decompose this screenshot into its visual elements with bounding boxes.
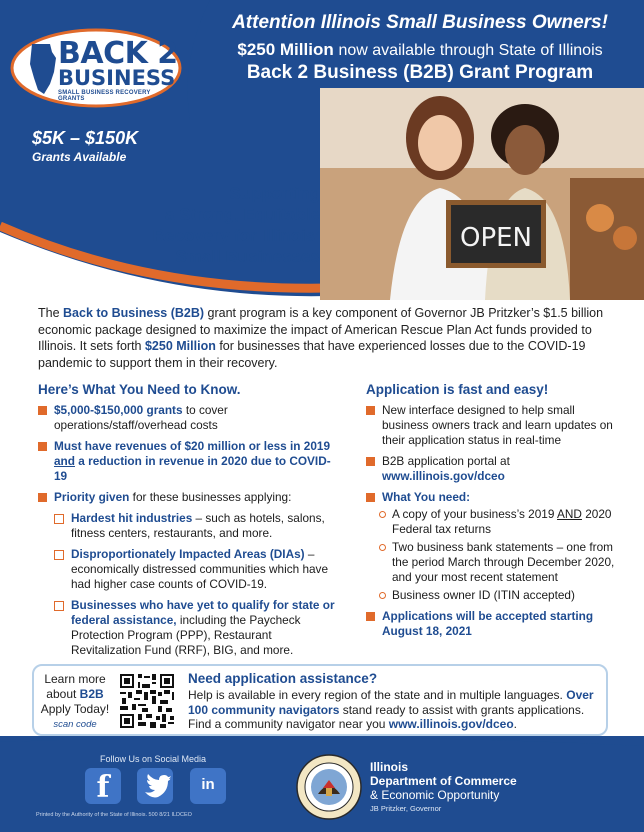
item-bold: $5,000-$150,000 grants [54, 403, 183, 417]
item-text: Must have revenues of $20 million or less in 2019 [54, 439, 331, 453]
item-text: – such as hotels, salons, fitness centers, restaurants, and more. [71, 511, 325, 540]
grant-range-sub: Grants Available [32, 150, 127, 164]
item-text: Two business bank statements – one from the period March through December 2020, and your most recent statement [392, 540, 615, 584]
assistance-text [188, 688, 606, 732]
learn-line: Apply Today! [40, 702, 110, 716]
list-subitem [54, 511, 338, 541]
logo-text-back2: BACK 2 [58, 36, 178, 71]
attention-heading: Attention Illinois Small Business Owners! [232, 12, 608, 33]
requirements-heading: Here’s What You Need to Know. [38, 382, 241, 397]
list-subitem [54, 547, 338, 592]
checkbox-bullet-icon [54, 601, 64, 611]
item-text: Business owner ID (ITIN accepted) [392, 588, 575, 602]
tagline-line: Small Businesses [175, 247, 320, 266]
list-subitem [379, 588, 624, 603]
scan-code-label: scan code [53, 719, 97, 730]
item-text: 2020 Federal tax returns [392, 507, 612, 536]
list-subitem [54, 598, 338, 658]
start-date-text: Applications will be accepted starting August 18, 2021 [382, 609, 594, 638]
bullet-icon [366, 457, 375, 466]
circle-bullet-icon [379, 592, 386, 599]
agency-state: Illinois [370, 760, 409, 774]
list-subitem [379, 507, 624, 537]
tagline-line: a Strong, Equitable [165, 205, 320, 224]
follow-us-label: Follow Us on Social Media [100, 754, 207, 764]
assist-navigators: Over 100 community navigators [188, 688, 594, 717]
item-text: to cover operations/staff/overhead costs [54, 403, 228, 432]
funding-amount: $250 Million [237, 40, 334, 59]
open-sign-text: OPEN [459, 223, 533, 253]
assistance-box [32, 664, 608, 736]
portal-link[interactable]: www.illinois.gov/dceo [382, 469, 505, 483]
twitter-bird-icon [137, 768, 173, 804]
list-item [38, 403, 338, 433]
item-bold: Disproportionately Impacted Areas (DIAs) [71, 547, 305, 561]
list-item [366, 454, 624, 484]
bullet-icon [366, 406, 375, 415]
item-text: A copy of your business’s 2019 [392, 507, 558, 521]
bullet-icon [38, 493, 47, 502]
intro-text: for businesses that have experienced losses due to the COVID-19 pandemic to support them in their recovery. [38, 339, 586, 370]
circle-bullet-icon [379, 511, 386, 518]
intro-program-name: Back to Business (B2B) [63, 306, 205, 320]
bullet-icon [38, 406, 47, 415]
intro-text: grant program is a key component of Governor JB Pritzker’s $1.5 billion economic package designed to maximize the impact of American Rescue Plan Act funds provided to Illinois. It sets forth [38, 306, 604, 353]
intro-paragraph [38, 305, 612, 371]
item-text: B2B application portal at [382, 454, 510, 468]
circle-bullet-icon [379, 544, 386, 551]
list-item [366, 609, 624, 639]
printed-notice: Printed by the Authority of the State of Illinois. 500 8/21 ILDCEO [36, 812, 192, 818]
list-item [366, 403, 624, 448]
twitter-icon[interactable] [137, 768, 173, 804]
list-item [38, 439, 338, 484]
item-text: for these businesses applying: [129, 490, 292, 504]
logo-subtitle: SMALL BUSINESS RECOVERY GRANTS [58, 90, 151, 102]
logo-text-business: BUSINESS [58, 66, 176, 90]
intro-amount: $250 Million [144, 339, 216, 353]
photo-illustration [320, 88, 644, 300]
item-underline: and [54, 454, 75, 468]
learn-line: Learn more [44, 672, 106, 686]
item-text: a reduction in revenue in 2020 due to COVID-19 [54, 454, 331, 483]
program-title: Back 2 Business (B2B) Grant Program [246, 62, 594, 83]
application-heading: Application is fast and easy! [366, 382, 549, 397]
linkedin-icon[interactable]: in [190, 768, 226, 804]
assist-text-part: . [513, 717, 518, 731]
item-text: New interface designed to help small business owners track and learn updates on their application status in real-time [382, 403, 613, 447]
grant-range: $5K – $150K [32, 128, 139, 148]
tagline [150, 183, 320, 267]
checkbox-bullet-icon [54, 514, 64, 524]
list-item [366, 490, 624, 505]
agency-name-2: & Economic Opportunity [370, 788, 500, 802]
assist-text-part: Help is available in every region of the state and in multiple languages. [188, 688, 567, 702]
checkbox-bullet-icon [54, 550, 64, 560]
learn-more-text [40, 672, 110, 732]
funding-text: now available through State of Illinois [338, 42, 603, 59]
business-owners-photo [320, 88, 644, 300]
funding-line [200, 40, 640, 60]
facebook-icon[interactable]: f [85, 768, 121, 804]
tagline-line: Supporting [229, 184, 320, 203]
item-text: – economically distressed communities which have had higher case counts of COVID-19. [71, 547, 329, 591]
item-bold: Hardest hit industries [71, 511, 193, 525]
illinois-state-seal [296, 754, 362, 820]
assistance-heading: Need application assistance? [188, 671, 378, 686]
learn-b2b: B2B [79, 687, 104, 701]
item-bold: Priority given [54, 490, 130, 504]
agency-name: Department of Commerce [370, 774, 517, 788]
dceo-link[interactable]: www.illinois.gov/dceo [388, 717, 514, 731]
list-item [38, 490, 338, 505]
application-column [366, 382, 624, 645]
item-text: including the Paycheck Protection Program (PPP), Restaurant Revitalization Fund (RRF), BIG, and more. [71, 613, 301, 657]
governor-name: JB Pritzker, Governor [370, 804, 442, 813]
requirements-column [38, 382, 338, 664]
qr-code-icon[interactable] [118, 672, 176, 730]
learn-line: about [46, 687, 80, 701]
list-subitem [379, 540, 624, 585]
item-bold: What You need: [382, 490, 471, 504]
item-bold: Businesses who have yet to qualify for state or federal assistance, [71, 598, 335, 627]
bullet-icon [38, 442, 47, 451]
item-underline: AND [557, 507, 582, 521]
tagline-line: Recovery for Illinois’ [152, 226, 320, 245]
bullet-icon [366, 493, 375, 502]
assist-text-part: stand ready to assist with grants applications. Find a community navigator near you [188, 702, 585, 731]
intro-text: The [38, 306, 64, 320]
bullet-icon [366, 612, 375, 621]
header-banner [0, 0, 644, 300]
